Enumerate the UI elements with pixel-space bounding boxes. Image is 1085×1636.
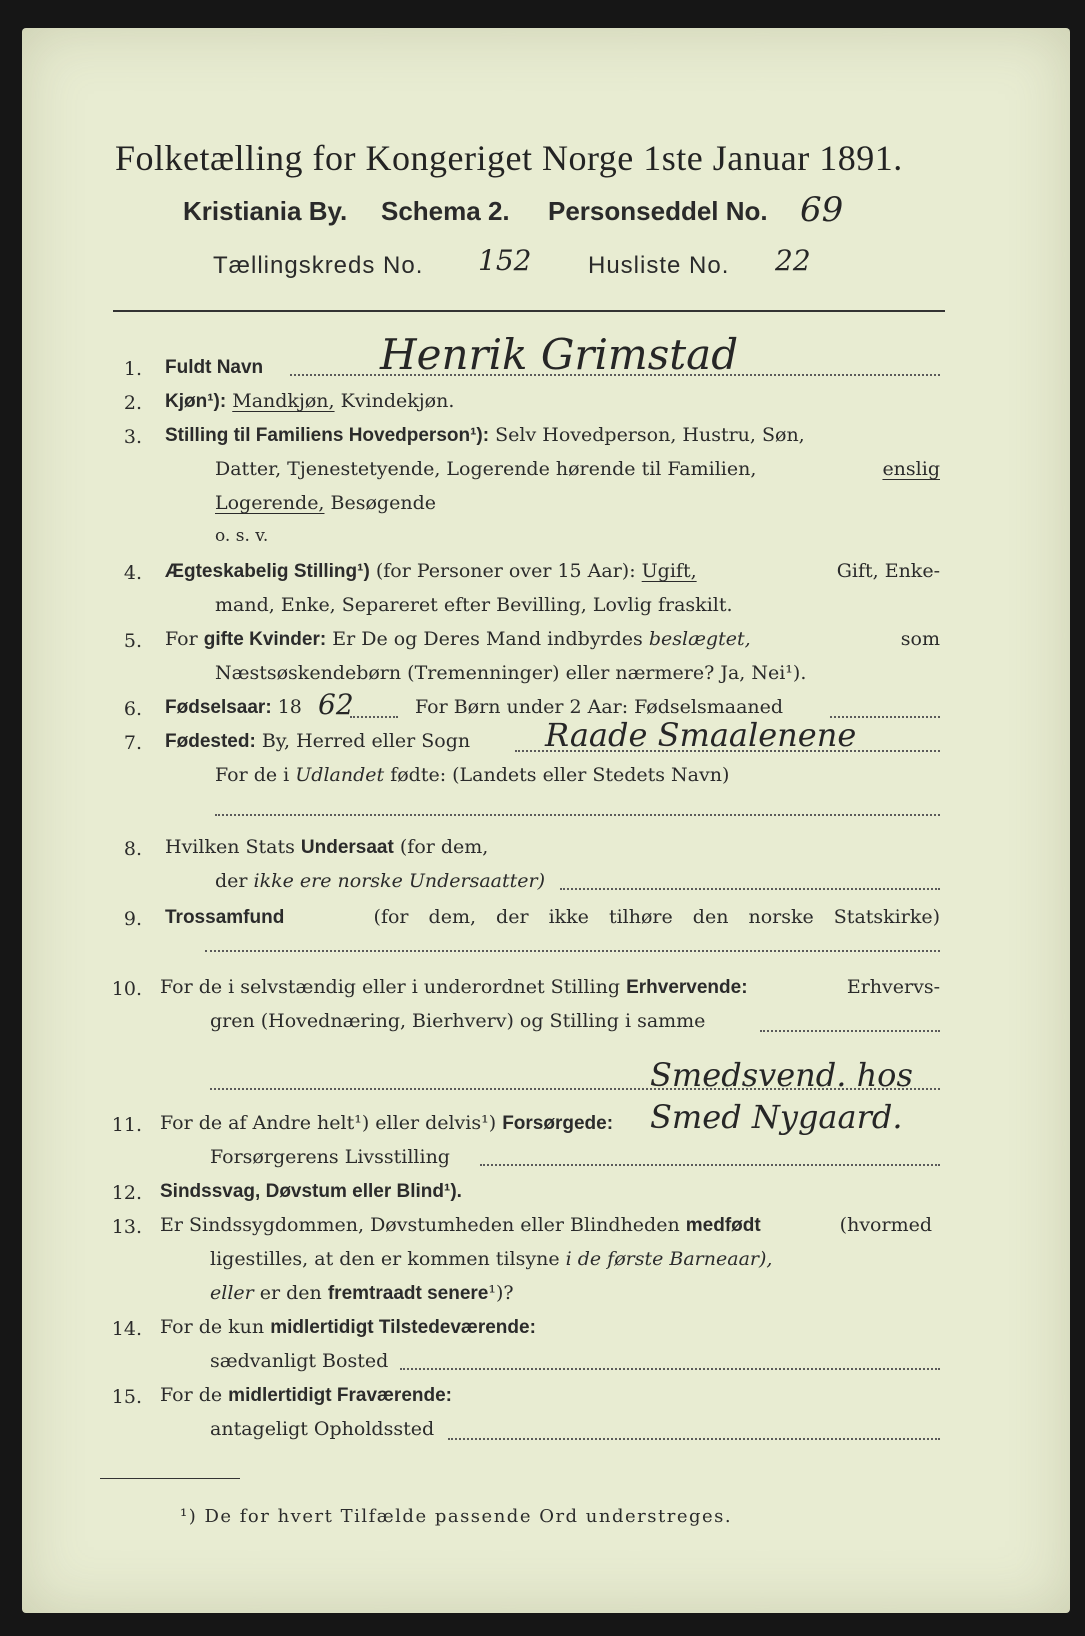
personseddel-label: Personseddel No. xyxy=(548,196,768,226)
q2-number: 2. xyxy=(123,392,142,414)
form-title: Folketælling for Kongeriget Norge 1ste Januar 1891. xyxy=(115,138,903,178)
q5-som: som xyxy=(900,628,940,650)
q4-qualifier: (for Personer over 15 Aar): xyxy=(375,560,636,582)
q12-label: Sindssvag, Døvstum eller Blind¹). xyxy=(160,1181,462,1202)
q7-udlandet: Udlandet xyxy=(295,764,385,786)
q10-line1a: For de i selvstændig eller i underordnet Stilling xyxy=(160,976,621,998)
q12-number: 12. xyxy=(111,1182,142,1204)
q3-number: 3. xyxy=(123,426,142,448)
q5-number: 5. xyxy=(123,630,142,652)
q11-answer-provider: Smed Nygaard. xyxy=(650,1098,903,1136)
q14-label: midlertidigt Tilstedeværende: xyxy=(270,1317,536,1338)
q5-line2: Næstsøskendebørn (Tremenninger) eller nærmere? Ja, Nei¹). xyxy=(215,662,807,684)
q3-etc: o. s. v. xyxy=(215,526,269,546)
q11-forsorgede: Forsørgede: xyxy=(502,1113,614,1134)
q6-prefix: 18 xyxy=(277,696,302,718)
q13-line2a: ligestilles, at den er kommen tilsyne xyxy=(210,1248,560,1270)
q3-option-enslig: enslig xyxy=(882,458,940,480)
q9-answer-line xyxy=(205,950,940,952)
q2-option-female: Kvindekjøn. xyxy=(340,390,455,412)
q3-option-logerende: Logerende, xyxy=(215,492,325,514)
q4-option-ugift: Ugift, xyxy=(641,560,697,582)
q4-line2: mand, Enke, Separeret efter Bevilling, Lovlig fraskilt. xyxy=(215,594,733,616)
husliste-number: 22 xyxy=(775,244,811,277)
q4-label: Ægteskabelig Stilling¹) xyxy=(165,561,370,582)
q13-medfodt: medfødt xyxy=(685,1215,761,1236)
census-form-page xyxy=(22,28,1070,1613)
q3-label: Stilling til Familiens Hovedperson¹): xyxy=(165,425,490,446)
q10-number: 10. xyxy=(111,978,142,1000)
q7-line2a: For de i xyxy=(215,764,290,786)
q14-line2: sædvanligt Bosted xyxy=(210,1350,389,1372)
q14-number: 14. xyxy=(111,1318,142,1340)
q7-text: By, Herred eller Sogn xyxy=(261,730,471,752)
q13-fremtraadt: fremtraadt senere xyxy=(327,1283,489,1304)
q11-line2: Forsørgerens Livsstilling xyxy=(210,1146,450,1168)
q6-number: 6. xyxy=(123,698,142,720)
q1-number: 1. xyxy=(123,358,142,380)
q9-number: 9. xyxy=(123,908,142,930)
q5-beslaegtet: beslægtet, xyxy=(648,628,751,650)
q8-undersaat: Undersaat xyxy=(300,837,394,858)
q2-option-male: Mandkjøn, xyxy=(232,390,335,412)
q1-answer-name: Henrik Grimstad xyxy=(380,330,739,379)
q15-label: midlertidigt Fraværende: xyxy=(228,1385,452,1406)
q5-line1: Er De og Deres Mand indbyrdes xyxy=(332,628,643,650)
q4-number: 4. xyxy=(123,562,142,584)
q8-line1c: (for dem, xyxy=(399,836,489,858)
q13-number: 13. xyxy=(111,1216,142,1238)
q6-answer-year: 62 xyxy=(318,688,354,721)
q15-line2: antageligt Opholdssted xyxy=(210,1418,435,1440)
q10-line2: gren (Hovednæring, Bierhverv) og Stilling i samme xyxy=(210,1010,706,1032)
q5-for: For xyxy=(165,628,198,650)
header-rule xyxy=(113,310,945,312)
q7-label: Fødested: xyxy=(165,731,256,752)
footnote-rule xyxy=(100,1478,240,1479)
q9-label: Trossamfund xyxy=(165,907,285,928)
q6-label: Fødselsaar: xyxy=(165,697,272,718)
q3-line1: Selv Hovedperson, Hustru, Søn, xyxy=(495,424,805,446)
q9-text: (for dem, der ikke tilhøre den norske Statskirke) xyxy=(373,906,940,928)
q10-line1c: Erhvervs- xyxy=(846,976,940,998)
q6-rest: For Børn under 2 Aar: Fødselsmaaned xyxy=(415,696,784,718)
q6-year-line xyxy=(350,716,398,718)
q8-line1a: Hvilken Stats xyxy=(165,836,295,858)
q7-abroad-line xyxy=(215,814,940,816)
q3-option-besogende: Besøgende xyxy=(330,492,436,514)
q1-label: Fuldt Navn xyxy=(165,357,264,378)
q8-number: 8. xyxy=(123,838,142,860)
q13-line1c: (hvormed xyxy=(839,1214,932,1236)
q14-answer-line xyxy=(400,1368,940,1370)
q10-answer-line1 xyxy=(760,1030,940,1032)
q3-line2: Datter, Tjenestetyende, Logerende hørende til Familien, xyxy=(215,458,757,480)
q8-answer-line xyxy=(560,888,940,890)
q13-line1a: Er Sindssygdommen, Døvstumheden eller Blindheden xyxy=(160,1214,680,1236)
q5-label: gifte Kvinder: xyxy=(203,629,327,650)
q11-line1: For de af Andre helt¹) eller delvis¹) xyxy=(160,1112,497,1134)
q7-line2c: fødte: (Landets eller Stedets Navn) xyxy=(390,764,730,786)
q13-footnote-ref: ¹)? xyxy=(488,1282,514,1304)
taellingskreds-label: Tællingskreds No. xyxy=(213,252,424,279)
q13-line2b: i de første Barneaar), xyxy=(565,1248,773,1270)
city-label: Kristiania By. xyxy=(183,196,348,226)
q14-line1a: For de kun xyxy=(160,1316,265,1338)
husliste-label: Husliste No. xyxy=(588,252,730,279)
personseddel-number: 69 xyxy=(800,190,844,230)
q7-number: 7. xyxy=(123,732,142,754)
q13-eller: eller xyxy=(210,1282,254,1304)
q2-label: Kjøn¹): xyxy=(165,391,227,412)
q13-er-den: er den xyxy=(259,1282,322,1304)
q11-number: 11. xyxy=(111,1114,142,1136)
q10-erhvervende: Erhvervende: xyxy=(626,977,748,998)
footnote-text: ¹) De for hvert Tilfælde passende Ord understreges. xyxy=(180,1506,733,1527)
taellingskreds-number: 152 xyxy=(478,244,532,277)
q4-options-rest: Gift, Enke- xyxy=(836,560,940,582)
q15-line1a: For de xyxy=(160,1384,223,1406)
q8-line2: ikke ere norske Undersaatter) xyxy=(253,870,546,892)
schema-label: Schema 2. xyxy=(381,196,510,226)
q15-answer-line xyxy=(448,1438,940,1440)
q7-answer-place: Raade Smaalenene xyxy=(545,716,857,754)
q15-number: 15. xyxy=(111,1386,142,1408)
q10-answer-occupation: Smedsvend. hos xyxy=(650,1056,913,1094)
q8-der: der xyxy=(215,870,248,892)
q11-answer-line xyxy=(480,1164,940,1166)
